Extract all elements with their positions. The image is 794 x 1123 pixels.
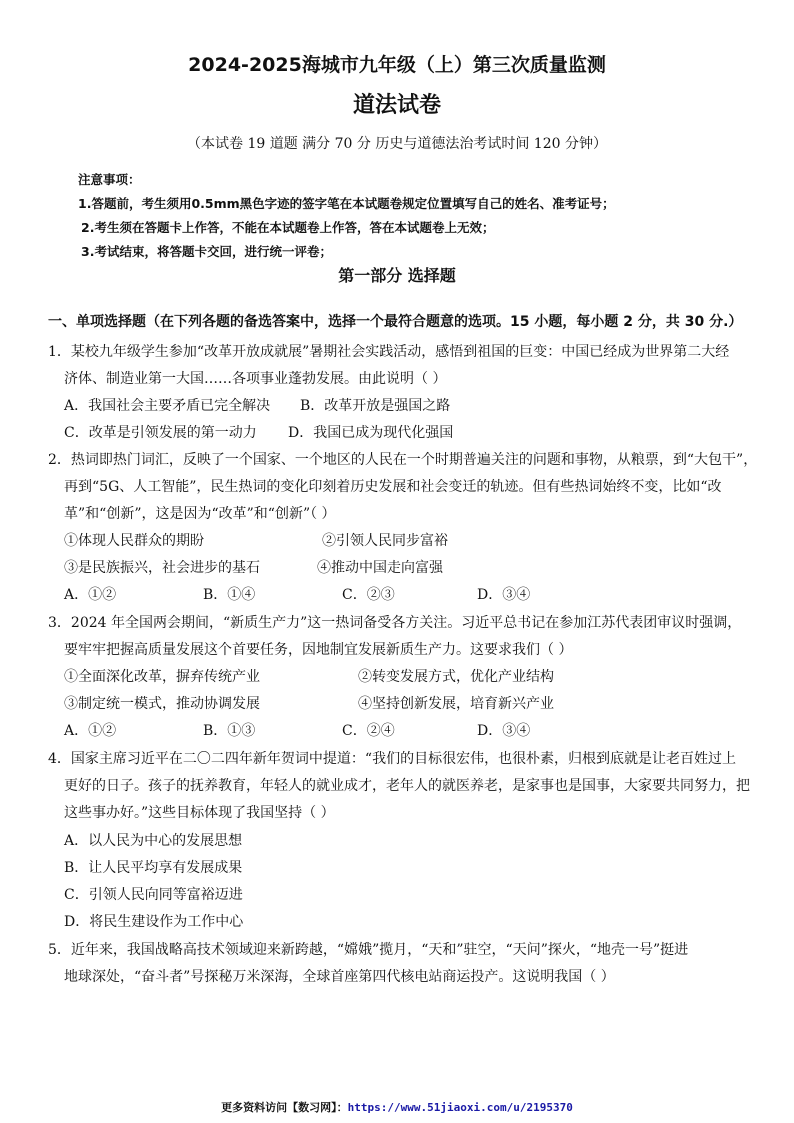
q2-stem-line-1: 2．热词即热门词汇，反映了一个国家、一个地区的人民在一个时期普遍关注的问题和事物，从粮票，到“大包干”， <box>48 452 758 468</box>
exam-info: （本试卷 19 道题 满分 70 分 历史与道德法治考试时间 120 分钟） <box>187 136 607 152</box>
footer-label: 更多资料访问【数习网】： <box>221 1101 348 1114</box>
q3-stem-line-2: 要牢牢把握高质量发展这个首要任务，因地制宜发展新质生产力。这要求我们（ ） <box>64 642 573 658</box>
q2-statement-3: ③是民族振兴，社会进步的基石 <box>64 560 260 576</box>
q4-stem-line-2: 更好的日子。孩子的抚养教育，年轻人的就业成才，老年人的就医养老，是家事也是国事，大家要共同努力，把 <box>64 778 750 794</box>
q4-option-d: D．将民生建设作为工作中心 <box>64 914 244 930</box>
exam-subject: 道法试卷 <box>352 93 441 118</box>
q2-option-b: B．①④ <box>203 587 256 603</box>
q2-statement-4: ④推动中国走向富强 <box>317 560 443 576</box>
q1-option-b: B．改革开放是强国之路 <box>300 398 451 414</box>
notice-item-3: 3.考试结束，将答题卡交回，进行统一评卷； <box>81 244 332 259</box>
q3-statement-3: ③制定统一模式，推动协调发展 <box>64 696 260 712</box>
notice-item-2: 2.考生须在答题卡上作答，不能在本试题卷上作答，答在本试题卷上无效； <box>81 220 495 235</box>
q4-stem-line-3: 这些事办好。”这些目标体现了我国坚持（ ） <box>64 805 335 821</box>
q1-stem-line-2: 济体、制造业第一大国……各项事业蓬勃发展。由此说明（ ） <box>64 371 447 387</box>
part-title: 第一部分 选择题 <box>338 266 456 285</box>
q2-option-d: D．③④ <box>477 587 531 603</box>
q1-option-d: D．我国已成为现代化强国 <box>288 425 454 441</box>
q5-stem-line-1: 5．近年来，我国战略高技术领域迎来新跨越，“嫦娥”揽月，“天和”驻空，“天问”探火，“地壳一号”挺进 <box>48 942 689 958</box>
q3-statement-2: ②转变发展方式，优化产业结构 <box>358 669 554 685</box>
q3-option-b: B．①③ <box>203 723 256 739</box>
exam-title: 2024-2025海城市九年级（上）第三次质量监测 <box>188 54 606 76</box>
q2-stem-line-3: 革”和“创新”，这是因为“改革”和“创新”（ ） <box>64 506 336 522</box>
q3-statement-4: ④坚持创新发展，培育新兴产业 <box>358 696 554 712</box>
q3-statement-1: ①全面深化改革，摒弃传统产业 <box>64 669 260 685</box>
q2-statement-1: ①体现人民群众的期盼 <box>64 533 204 549</box>
q3-option-a: A．①② <box>64 723 117 739</box>
section-heading: 一、单项选择题（在下列各题的备选答案中，选择一个最符合题意的选项。15 小题，每小题 2 分，共 30 分.） <box>48 314 743 330</box>
q4-option-b: B．让人民平均享有发展成果 <box>64 860 243 876</box>
q3-option-d: D．③④ <box>477 723 531 739</box>
q2-option-a: A．①② <box>64 587 117 603</box>
q4-option-a: A．以人民为中心的发展思想 <box>64 833 243 849</box>
footer <box>0 1099 794 1115</box>
q2-statement-2: ②引领人民同步富裕 <box>322 533 448 549</box>
q3-stem-line-1: 3．2024 年全国两会期间，“新质生产力”这一热词备受各方关注。习近平总书记在参加江苏代表团审议时强调， <box>48 615 742 631</box>
q4-option-c: C．引领人民向同等富裕迈进 <box>64 887 243 903</box>
footer-link[interactable]: https://www.51jiaoxi.com/u/2195370 <box>347 1101 573 1114</box>
q5-stem-line-2: 地球深处，“奋斗者”号探秘万米深海，全球首座第四代核电站商运投产。这说明我国（ ） <box>64 969 615 985</box>
q2-stem-line-2: 再到“5G、人工智能”，民生热词的变化印刻着历史发展和社会变迁的轨迹。但有些热词始终不变，比如“改 <box>64 479 722 495</box>
q4-stem-line-1: 4．国家主席习近平在二〇二四年新年贺词中提道：“我们的目标很宏伟，也很朴素，归根到底就是让老百姓过上 <box>48 751 737 767</box>
q1-option-c: C．改革是引领发展的第一动力 <box>64 425 257 441</box>
q2-option-c: C．②③ <box>342 587 395 603</box>
q3-option-c: C．②④ <box>342 723 395 739</box>
notice-item-1: 1.答题前，考生须用0.5mm黑色字迹的签字笔在本试题卷规定位置填写自己的姓名、准考证号； <box>78 196 615 211</box>
notice-heading: 注意事项： <box>78 172 141 187</box>
q1-option-a: A．我国社会主要矛盾已完全解决 <box>64 398 271 414</box>
q1-stem-line-1: 1．某校九年级学生参加“改革开放成就展”暑期社会实践活动，感悟到祖国的巨变：中国已经成为世界第二大经 <box>48 344 730 360</box>
